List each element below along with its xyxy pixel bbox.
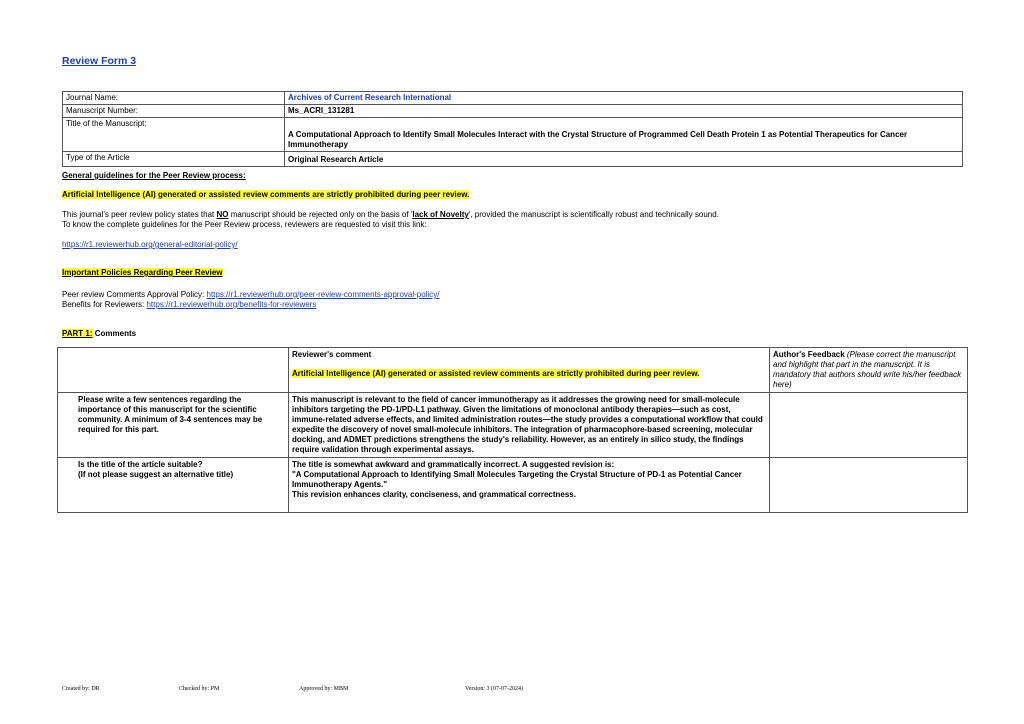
policy-novelty: lack of Novelty bbox=[412, 210, 469, 219]
benefits-label: Benefits for Reviewers: bbox=[62, 300, 147, 309]
header-ai-warning-text: Artificial Intelligence (AI) generated or assisted review comments are strictly prohibited during peer review. bbox=[292, 369, 700, 378]
comment-importance[interactable]: This manuscript is relevant to the field of cancer immunotherapy as it addresses the growing need for small-molecule inhibitors targeting the PD-1/PD-L1 pathway. Given the limitations of monoclonal antibody therapies—such as cost, immune-related adverse effects, and limited administration routes—the study provides a computational workflow that could expedite the discovery of novel small-molecule inhibitors. The integration of pharmacophore-based screening, molecular docking, and ADMET predictions strengthens the study's reliability. However, as an entirely in silico study, the findings require validation through experimental assays. bbox=[289, 393, 770, 458]
policy-text: manuscript should be rejected only on the basis of ' bbox=[228, 210, 413, 219]
question-subtext: (If not please suggest an alternative title) bbox=[78, 470, 234, 479]
info-label: Manuscript Number: bbox=[63, 105, 285, 118]
policy-statement bbox=[62, 210, 962, 220]
policy-text: This journal's peer review policy states that bbox=[62, 210, 217, 219]
question-importance: Please write a few sentences regarding the importance of this manuscript for the scientific community. A minimum of 3-4 sentences may be required for this part. bbox=[58, 393, 289, 458]
author-feedback-cell[interactable] bbox=[770, 393, 968, 458]
question-title-suitability bbox=[58, 458, 289, 513]
header-ai-warning bbox=[292, 369, 766, 379]
guidelines-heading: General guidelines for the Peer Review process: bbox=[62, 171, 246, 180]
footer-approved: Approved by: MBM bbox=[299, 686, 349, 692]
part1-title: Comments bbox=[92, 329, 137, 338]
ai-warning-text: Artificial Intelligence (AI) generated or assisted review comments are strictly prohibited during peer review. bbox=[62, 190, 470, 199]
guidelines-instruction: To know the complete guidelines for the Peer Review process, reviewers are requested to visit this link: bbox=[62, 220, 427, 229]
footer-checked: Checked by: PM bbox=[179, 686, 220, 692]
info-row-article-type bbox=[63, 152, 963, 167]
policy-no: NO bbox=[216, 210, 229, 219]
benefits-line bbox=[62, 300, 316, 310]
header-author-cell bbox=[770, 348, 968, 393]
review-header-row bbox=[58, 348, 968, 393]
question-text: Is the title of the article suitable? bbox=[78, 460, 203, 469]
policies-heading-wrap bbox=[62, 268, 223, 278]
benefits-link[interactable]: https://r1.reviewerhub.org/benefits-for-reviewers bbox=[146, 300, 317, 309]
author-feedback-heading: Author's Feedback bbox=[773, 350, 845, 359]
ai-warning bbox=[62, 190, 469, 200]
journal-name[interactable]: Archives of Current Research International bbox=[285, 92, 963, 105]
part1-heading bbox=[62, 329, 136, 339]
header-empty-cell bbox=[58, 348, 289, 393]
info-label: Type of the Article bbox=[63, 152, 285, 167]
footer-version: Version: 3 (07-07-2024) bbox=[465, 686, 523, 692]
table-row bbox=[58, 458, 968, 513]
approval-policy-label: Peer review Comments Approval Policy: bbox=[62, 290, 207, 299]
reviewer-comment-heading: Reviewer's comment bbox=[292, 350, 372, 359]
policy-text: ', provided the manuscript is scientifically robust and technically sound. bbox=[468, 210, 719, 219]
header-reviewer-cell bbox=[289, 348, 770, 393]
review-table bbox=[57, 347, 968, 513]
info-label: Journal Name: bbox=[63, 92, 285, 105]
info-row-title bbox=[63, 118, 963, 152]
editorial-policy-link[interactable]: https://r1.reviewerhub.org/general-editorial-policy/ bbox=[62, 240, 238, 249]
part1-label: PART 1: bbox=[62, 329, 93, 338]
manuscript-title: A Computational Approach to Identify Small Molecules Interact with the Crystal Structure of Programmed Cell Death Protein 1 as Potential Therapeutics for Cancer Immunotherapy bbox=[285, 118, 963, 152]
article-type: Original Research Article bbox=[285, 152, 963, 167]
approval-policy-line bbox=[62, 290, 439, 300]
form-title: Review Form 3 bbox=[62, 55, 137, 67]
info-row-manuscript-number bbox=[63, 105, 963, 118]
comment-line: This revision enhances clarity, conciseness, and grammatical correctness. bbox=[292, 490, 576, 499]
comment-line: The title is somewhat awkward and grammatically incorrect. A suggested revision is: bbox=[292, 460, 615, 469]
info-label: Title of the Manuscript: bbox=[63, 118, 285, 152]
comment-line: "A Computational Approach to Identifying Small Molecules Targeting the Crystal Structure of PD-1 as Potential Cancer Immunotherapy Agents." bbox=[292, 470, 742, 489]
table-row bbox=[58, 393, 968, 458]
policies-heading: Important Policies Regarding Peer Review bbox=[62, 268, 223, 277]
info-row-journal bbox=[63, 92, 963, 105]
manuscript-info-table bbox=[62, 91, 963, 167]
approval-policy-link[interactable]: https://r1.reviewerhub.org/peer-review-comments-approval-policy/ bbox=[206, 290, 440, 299]
comment-title-suitability[interactable] bbox=[289, 458, 770, 513]
footer-created: Created by: DR bbox=[62, 686, 100, 692]
author-feedback-cell[interactable] bbox=[770, 458, 968, 513]
manuscript-number: Ms_ACRI_131281 bbox=[285, 105, 963, 118]
author-feedback-instruction: (Please correct the manuscript and highlight that part in the manuscript. It is mandatory that authors should write his/her feedback here) bbox=[773, 350, 962, 389]
